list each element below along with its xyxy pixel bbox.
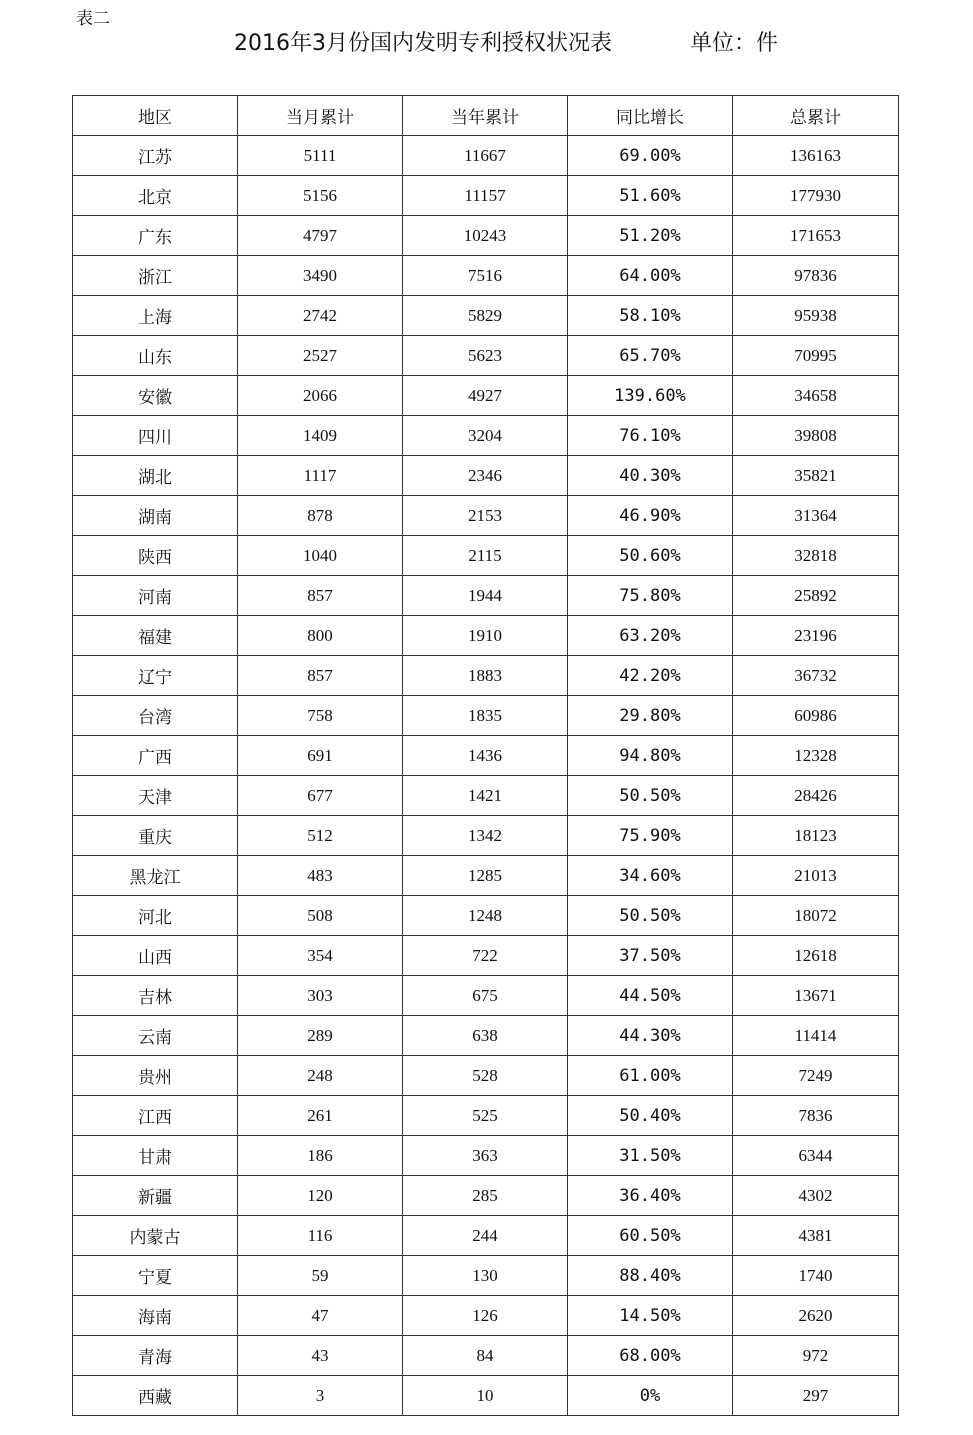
- cell-region: 云南: [73, 1016, 238, 1056]
- cell-region: 青海: [73, 1336, 238, 1376]
- table-row: [73, 456, 899, 496]
- cell-month-total: 2527: [238, 336, 403, 376]
- table-row: [73, 1176, 899, 1216]
- cell-region: 台湾: [73, 696, 238, 736]
- cell-cumulative-total: 7836: [733, 1096, 899, 1136]
- cell-region: 甘肃: [73, 1136, 238, 1176]
- cell-year-total: 4927: [403, 376, 568, 416]
- cell-cumulative-total: 11414: [733, 1016, 899, 1056]
- cell-yoy-growth: 51.20%: [568, 216, 733, 256]
- cell-year-total: 1436: [403, 736, 568, 776]
- cell-yoy-growth: 64.00%: [568, 256, 733, 296]
- cell-yoy-growth: 0%: [568, 1376, 733, 1416]
- cell-month-total: 248: [238, 1056, 403, 1096]
- cell-month-total: 1040: [238, 536, 403, 576]
- column-header-yoy-growth: 同比增长: [568, 96, 733, 136]
- cell-region: 内蒙古: [73, 1216, 238, 1256]
- cell-cumulative-total: 70995: [733, 336, 899, 376]
- cell-yoy-growth: 36.40%: [568, 1176, 733, 1216]
- cell-cumulative-total: 32818: [733, 536, 899, 576]
- cell-yoy-growth: 76.10%: [568, 416, 733, 456]
- cell-region: 北京: [73, 176, 238, 216]
- cell-year-total: 2115: [403, 536, 568, 576]
- cell-month-total: 59: [238, 1256, 403, 1296]
- cell-region: 贵州: [73, 1056, 238, 1096]
- table-row: [73, 536, 899, 576]
- cell-yoy-growth: 14.50%: [568, 1296, 733, 1336]
- cell-cumulative-total: 95938: [733, 296, 899, 336]
- cell-yoy-growth: 61.00%: [568, 1056, 733, 1096]
- cell-cumulative-total: 28426: [733, 776, 899, 816]
- table-row: [73, 1376, 899, 1416]
- cell-year-total: 7516: [403, 256, 568, 296]
- cell-region: 山西: [73, 936, 238, 976]
- cell-cumulative-total: 12618: [733, 936, 899, 976]
- cell-cumulative-total: 39808: [733, 416, 899, 456]
- cell-month-total: 512: [238, 816, 403, 856]
- cell-year-total: 1248: [403, 896, 568, 936]
- cell-year-total: 1883: [403, 656, 568, 696]
- cell-yoy-growth: 40.30%: [568, 456, 733, 496]
- column-header-region: 地区: [73, 96, 238, 136]
- cell-cumulative-total: 2620: [733, 1296, 899, 1336]
- cell-cumulative-total: 297: [733, 1376, 899, 1416]
- cell-year-total: 11667: [403, 136, 568, 176]
- table-row: [73, 376, 899, 416]
- cell-yoy-growth: 69.00%: [568, 136, 733, 176]
- cell-year-total: 11157: [403, 176, 568, 216]
- table-row: [73, 736, 899, 776]
- table-row: [73, 936, 899, 976]
- cell-year-total: 638: [403, 1016, 568, 1056]
- cell-region: 四川: [73, 416, 238, 456]
- table-row: [73, 616, 899, 656]
- table-row: [73, 816, 899, 856]
- column-header-cumulative-total: 总累计: [733, 96, 899, 136]
- cell-year-total: 525: [403, 1096, 568, 1136]
- cell-cumulative-total: 177930: [733, 176, 899, 216]
- table-row: [73, 696, 899, 736]
- cell-region: 河北: [73, 896, 238, 936]
- cell-cumulative-total: 21013: [733, 856, 899, 896]
- cell-month-total: 47: [238, 1296, 403, 1336]
- table-row: [73, 896, 899, 936]
- cell-yoy-growth: 44.30%: [568, 1016, 733, 1056]
- cell-yoy-growth: 139.60%: [568, 376, 733, 416]
- cell-cumulative-total: 34658: [733, 376, 899, 416]
- cell-region: 河南: [73, 576, 238, 616]
- cell-yoy-growth: 94.80%: [568, 736, 733, 776]
- cell-cumulative-total: 18123: [733, 816, 899, 856]
- cell-region: 湖南: [73, 496, 238, 536]
- cell-region: 广东: [73, 216, 238, 256]
- table-row: [73, 1216, 899, 1256]
- cell-region: 吉林: [73, 976, 238, 1016]
- cell-year-total: 1944: [403, 576, 568, 616]
- table-row: [73, 416, 899, 456]
- cell-year-total: 130: [403, 1256, 568, 1296]
- cell-region: 西藏: [73, 1376, 238, 1416]
- cell-cumulative-total: 136163: [733, 136, 899, 176]
- cell-region: 山东: [73, 336, 238, 376]
- cell-month-total: 354: [238, 936, 403, 976]
- cell-region: 新疆: [73, 1176, 238, 1216]
- cell-year-total: 528: [403, 1056, 568, 1096]
- cell-month-total: 508: [238, 896, 403, 936]
- cell-yoy-growth: 75.90%: [568, 816, 733, 856]
- cell-month-total: 483: [238, 856, 403, 896]
- cell-month-total: 186: [238, 1136, 403, 1176]
- table-row: [73, 256, 899, 296]
- cell-year-total: 1285: [403, 856, 568, 896]
- cell-month-total: 758: [238, 696, 403, 736]
- cell-yoy-growth: 44.50%: [568, 976, 733, 1016]
- cell-month-total: 677: [238, 776, 403, 816]
- cell-year-total: 84: [403, 1336, 568, 1376]
- table-row: [73, 1056, 899, 1096]
- table-row: [73, 1336, 899, 1376]
- cell-cumulative-total: 6344: [733, 1136, 899, 1176]
- table-row: [73, 136, 899, 176]
- cell-yoy-growth: 42.20%: [568, 656, 733, 696]
- cell-yoy-growth: 51.60%: [568, 176, 733, 216]
- table-row: [73, 496, 899, 536]
- cell-yoy-growth: 68.00%: [568, 1336, 733, 1376]
- table-row: [73, 1096, 899, 1136]
- cell-month-total: 878: [238, 496, 403, 536]
- table-body: [73, 136, 899, 1416]
- table-row: [73, 336, 899, 376]
- cell-cumulative-total: 97836: [733, 256, 899, 296]
- cell-cumulative-total: 4302: [733, 1176, 899, 1216]
- cell-month-total: 857: [238, 656, 403, 696]
- unit-label: 单位：件: [690, 31, 779, 56]
- cell-region: 广西: [73, 736, 238, 776]
- cell-region: 海南: [73, 1296, 238, 1336]
- cell-yoy-growth: 60.50%: [568, 1216, 733, 1256]
- table-row: [73, 176, 899, 216]
- cell-year-total: 244: [403, 1216, 568, 1256]
- cell-year-total: 126: [403, 1296, 568, 1336]
- cell-month-total: 3: [238, 1376, 403, 1416]
- cell-year-total: 5829: [403, 296, 568, 336]
- table-row: [73, 576, 899, 616]
- cell-cumulative-total: 35821: [733, 456, 899, 496]
- cell-month-total: 2066: [238, 376, 403, 416]
- page-title: 2016年3月份国内发明专利授权状况表: [234, 31, 612, 56]
- cell-month-total: 43: [238, 1336, 403, 1376]
- cell-month-total: 4797: [238, 216, 403, 256]
- table-row: [73, 856, 899, 896]
- cell-month-total: 120: [238, 1176, 403, 1216]
- table-row: [73, 296, 899, 336]
- cell-month-total: 2742: [238, 296, 403, 336]
- cell-cumulative-total: 60986: [733, 696, 899, 736]
- cell-year-total: 1342: [403, 816, 568, 856]
- table-row: [73, 656, 899, 696]
- table-row: [73, 1296, 899, 1336]
- cell-month-total: 5156: [238, 176, 403, 216]
- cell-region: 陕西: [73, 536, 238, 576]
- cell-region: 辽宁: [73, 656, 238, 696]
- cell-month-total: 261: [238, 1096, 403, 1136]
- cell-cumulative-total: 171653: [733, 216, 899, 256]
- table-row: [73, 776, 899, 816]
- cell-region: 黑龙江: [73, 856, 238, 896]
- cell-yoy-growth: 50.50%: [568, 896, 733, 936]
- cell-yoy-growth: 88.40%: [568, 1256, 733, 1296]
- cell-month-total: 116: [238, 1216, 403, 1256]
- cell-region: 上海: [73, 296, 238, 336]
- table-row: [73, 1136, 899, 1176]
- cell-region: 湖北: [73, 456, 238, 496]
- cell-yoy-growth: 46.90%: [568, 496, 733, 536]
- cell-yoy-growth: 65.70%: [568, 336, 733, 376]
- cell-cumulative-total: 1740: [733, 1256, 899, 1296]
- table-row: [73, 1256, 899, 1296]
- cell-region: 宁夏: [73, 1256, 238, 1296]
- cell-year-total: 1835: [403, 696, 568, 736]
- cell-month-total: 800: [238, 616, 403, 656]
- cell-yoy-growth: 50.50%: [568, 776, 733, 816]
- cell-year-total: 675: [403, 976, 568, 1016]
- cell-cumulative-total: 36732: [733, 656, 899, 696]
- cell-year-total: 722: [403, 936, 568, 976]
- cell-cumulative-total: 7249: [733, 1056, 899, 1096]
- cell-cumulative-total: 25892: [733, 576, 899, 616]
- cell-cumulative-total: 18072: [733, 896, 899, 936]
- cell-cumulative-total: 31364: [733, 496, 899, 536]
- cell-year-total: 2346: [403, 456, 568, 496]
- patent-grant-table: [72, 95, 899, 1416]
- cell-cumulative-total: 12328: [733, 736, 899, 776]
- cell-month-total: 1117: [238, 456, 403, 496]
- cell-year-total: 285: [403, 1176, 568, 1216]
- cell-region: 福建: [73, 616, 238, 656]
- cell-year-total: 3204: [403, 416, 568, 456]
- cell-region: 重庆: [73, 816, 238, 856]
- cell-month-total: 3490: [238, 256, 403, 296]
- cell-month-total: 289: [238, 1016, 403, 1056]
- cell-region: 安徽: [73, 376, 238, 416]
- cell-month-total: 857: [238, 576, 403, 616]
- cell-region: 江西: [73, 1096, 238, 1136]
- cell-month-total: 303: [238, 976, 403, 1016]
- cell-yoy-growth: 63.20%: [568, 616, 733, 656]
- cell-year-total: 363: [403, 1136, 568, 1176]
- column-header-month-total: 当月累计: [238, 96, 403, 136]
- cell-cumulative-total: 972: [733, 1336, 899, 1376]
- cell-year-total: 1421: [403, 776, 568, 816]
- table-row: [73, 976, 899, 1016]
- table-label: 表二: [76, 9, 110, 29]
- cell-cumulative-total: 23196: [733, 616, 899, 656]
- table-row: [73, 216, 899, 256]
- cell-region: 天津: [73, 776, 238, 816]
- column-header-year-total: 当年累计: [403, 96, 568, 136]
- cell-month-total: 1409: [238, 416, 403, 456]
- cell-year-total: 1910: [403, 616, 568, 656]
- cell-yoy-growth: 58.10%: [568, 296, 733, 336]
- cell-month-total: 691: [238, 736, 403, 776]
- cell-year-total: 2153: [403, 496, 568, 536]
- cell-cumulative-total: 4381: [733, 1216, 899, 1256]
- cell-yoy-growth: 50.60%: [568, 536, 733, 576]
- cell-year-total: 10243: [403, 216, 568, 256]
- cell-month-total: 5111: [238, 136, 403, 176]
- cell-yoy-growth: 37.50%: [568, 936, 733, 976]
- cell-yoy-growth: 34.60%: [568, 856, 733, 896]
- cell-region: 江苏: [73, 136, 238, 176]
- table-header-row: [73, 96, 899, 136]
- table-row: [73, 1016, 899, 1056]
- cell-cumulative-total: 13671: [733, 976, 899, 1016]
- cell-yoy-growth: 29.80%: [568, 696, 733, 736]
- cell-year-total: 5623: [403, 336, 568, 376]
- cell-yoy-growth: 31.50%: [568, 1136, 733, 1176]
- cell-region: 浙江: [73, 256, 238, 296]
- cell-yoy-growth: 50.40%: [568, 1096, 733, 1136]
- cell-year-total: 10: [403, 1376, 568, 1416]
- cell-yoy-growth: 75.80%: [568, 576, 733, 616]
